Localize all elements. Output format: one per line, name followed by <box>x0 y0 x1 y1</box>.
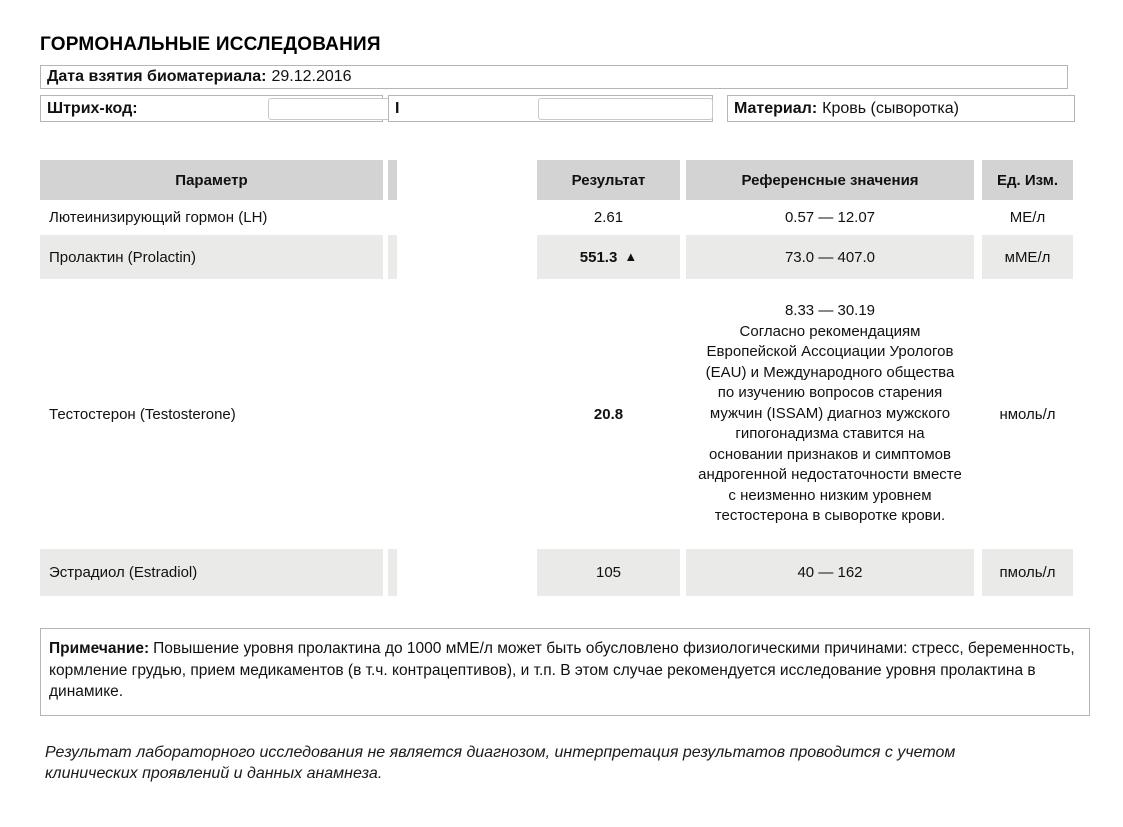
col-header-reference: Референсные значения <box>686 160 974 200</box>
inz-field-box <box>388 95 713 122</box>
reference-note: Согласно рекомендациям Европейской Ассоциации Урологов (EAU) и Международного общества по изучению вопросов старения мужчин (ISSAM) диагноз мужского гипогонадизма ставится на основании признаков и симптомов андрогенной недостаточности вместе с неизменно низким уровнем тестостерона в сыворотке крови. <box>698 322 962 525</box>
col-header-units: Ед. Изм. <box>982 160 1073 200</box>
col-header-parameter: Параметр <box>40 160 383 200</box>
spacer-cell <box>388 549 397 596</box>
units-cell: мМЕ/л <box>982 235 1073 279</box>
table-row-prolactin <box>40 235 1073 279</box>
table-row-testosterone <box>40 281 1073 547</box>
result-cell: 20.8 <box>537 281 680 547</box>
col-header-spacer <box>388 160 397 200</box>
units-cell: пмоль/л <box>982 549 1073 596</box>
reference-cell <box>686 281 974 547</box>
inz-label: I <box>395 99 400 117</box>
spacer-cell <box>388 202 397 233</box>
reference-range: 8.33 — 30.19 <box>784 302 876 320</box>
reference-cell: 73.0 — 407.0 <box>686 235 974 279</box>
parameter-cell: Лютеинизирующий гормон (LH) <box>40 202 383 233</box>
reference-cell: 40 — 162 <box>686 549 974 596</box>
results-table <box>40 160 1073 598</box>
result-cell: 2.61 <box>537 202 680 233</box>
parameter-cell: Эстрадиол (Estradiol) <box>40 549 383 596</box>
table-row-estradiol <box>40 549 1073 596</box>
material-label: Материал: <box>734 99 818 117</box>
biomaterial-date-value: 29.12.2016 <box>271 68 352 85</box>
table-header-row <box>40 160 1073 200</box>
parameter-cell: Тестостерон (Testosterone) <box>40 281 383 547</box>
disclaimer-text: Результат лабораторного исследования не является диагнозом, интерпретация результатов проводится с учетом клинических проявлений и данных анамнеза. <box>45 744 956 782</box>
result-cell: 105 <box>537 549 680 596</box>
reference-cell: 0.57 — 12.07 <box>686 202 974 233</box>
biomaterial-date-label: Дата взятия биоматериала: <box>47 68 267 85</box>
barcode-label: Штрих-код: <box>47 99 138 117</box>
parameter-cell: Пролактин (Prolactin) <box>40 235 383 279</box>
barcode-field-box <box>40 95 383 122</box>
note-label: Примечание: <box>49 640 150 657</box>
note-box <box>40 628 1090 716</box>
note-text: Повышение уровня пролактина до 1000 мМЕ/л может быть обусловлено физиологическими причинами: стресс, беременность, кормление грудью, прием медикаментов (в т.ч. контрацептивов), и т.п. В этом случае рекомендуется исследование уровня пролактина в динамике. <box>49 640 1075 700</box>
result-cell <box>537 235 680 279</box>
inz-input-box <box>538 98 713 120</box>
material-field-box <box>727 95 1075 122</box>
units-cell: нмоль/л <box>982 281 1073 547</box>
col-header-result: Результат <box>537 160 680 200</box>
arrow-up-icon: ▲ <box>624 248 638 264</box>
spacer-cell <box>388 281 397 547</box>
report-title: ГОРМОНАЛЬНЫЕ ИССЛЕДОВАНИЯ <box>40 34 381 55</box>
material-value: Кровь (сыворотка) <box>822 99 959 117</box>
biomaterial-date-box <box>40 65 1068 89</box>
result-value: 551.3 <box>579 248 618 266</box>
spacer-cell <box>388 235 397 279</box>
table-row-lh <box>40 202 1073 233</box>
units-cell: МЕ/л <box>982 202 1073 233</box>
